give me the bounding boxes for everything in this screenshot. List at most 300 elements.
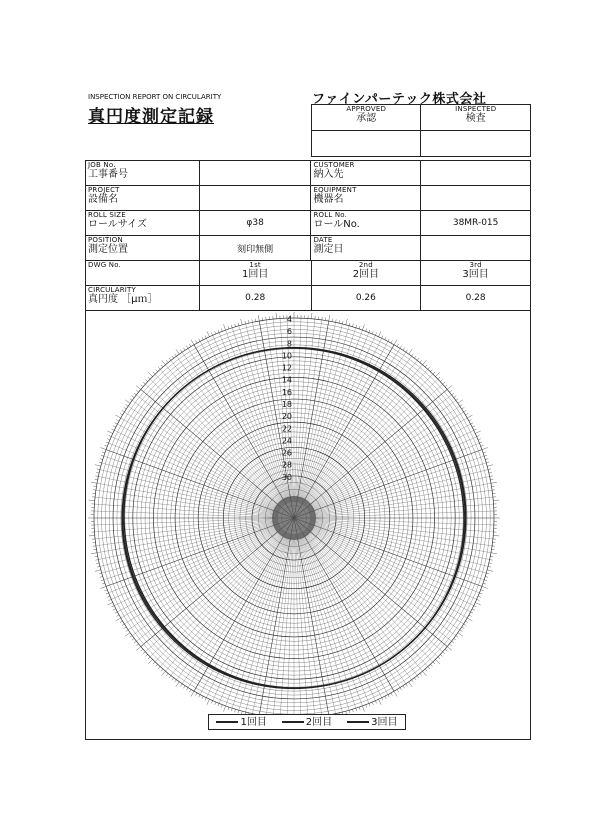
polar-chart-box (85, 310, 531, 740)
grid-spoke (114, 430, 279, 511)
grid-tick (449, 390, 451, 392)
grid-tick (113, 426, 116, 427)
grid-tick (126, 630, 128, 632)
position-label-jp: 測定位置 (88, 244, 128, 255)
grid-tick (100, 459, 103, 460)
grid-tick (482, 448, 488, 450)
scale-label: 20 (281, 412, 292, 422)
grid-tick (231, 325, 232, 328)
grid-tick (359, 326, 360, 329)
grid-tick (235, 709, 236, 712)
grid-tick (186, 688, 188, 691)
grid-tick (112, 606, 115, 607)
grid-tick (329, 315, 330, 321)
grid-tick (207, 699, 210, 704)
grid-tick (161, 365, 163, 367)
grid-tick (104, 445, 107, 446)
grid-tick (134, 393, 136, 395)
grid-tick (102, 452, 105, 453)
grid-tick (180, 684, 182, 686)
grid-tick (362, 706, 364, 712)
report-title-en: INSPECTION REPORT ON CIRCULARITY (88, 93, 222, 101)
grid-tick (391, 340, 392, 343)
grid-tick (479, 593, 482, 594)
grid-spoke (298, 326, 349, 503)
grid-tick (397, 344, 399, 347)
grid-tick (245, 321, 246, 324)
grid-tick (196, 693, 197, 696)
legend-label-1: 1回目 (240, 716, 267, 728)
grid-tick (369, 330, 370, 333)
polar-scale-labels (282, 315, 292, 482)
grid-tick (452, 393, 454, 395)
grid-tick (107, 431, 112, 434)
scale-label: 30 (281, 472, 292, 482)
grid-tick (472, 426, 475, 427)
grid-tick (153, 372, 155, 374)
grid-tick (158, 367, 160, 369)
grid-tick (443, 382, 445, 384)
inspected-label-jp: 検査 (465, 113, 486, 124)
col3-label-jp: 3回目 (462, 269, 489, 280)
grid-tick (228, 707, 229, 710)
grid-tick (122, 410, 125, 412)
grid-tick (464, 624, 467, 626)
polar-chart (86, 311, 530, 739)
grid-tick (412, 680, 414, 682)
grid-tick (456, 636, 458, 638)
grid-tick (359, 707, 360, 710)
circularity-label-en: CIRCULARITY (88, 286, 137, 294)
grid-spoke (102, 463, 279, 514)
grid-tick (255, 319, 256, 322)
circularity-label-cell (86, 286, 200, 311)
grid-tick (440, 380, 442, 382)
grid-tick (465, 413, 468, 415)
grid-tick (460, 404, 462, 406)
grid-tick (372, 702, 373, 705)
grid-tick (221, 328, 222, 331)
grid-tick (443, 652, 445, 654)
grid-tick (113, 609, 116, 610)
grid-tick (332, 319, 333, 322)
grid-tick (148, 659, 152, 663)
grid-tick (146, 654, 148, 656)
grid-tick (425, 669, 427, 671)
grid-tick (116, 415, 121, 418)
grid-tick (336, 319, 337, 322)
grid-tick (397, 689, 399, 692)
grid-tick (156, 370, 158, 372)
grid-tick (490, 560, 493, 561)
grid-tick (238, 710, 239, 713)
grid-tick (375, 701, 376, 704)
grid-tick (116, 618, 121, 621)
scale-label: 8 (286, 339, 292, 349)
grid-spoke (302, 341, 388, 503)
grid-tick (205, 698, 206, 701)
grid-tick (96, 472, 99, 473)
grid-tick (382, 698, 383, 701)
grid-tick (488, 469, 491, 470)
grid-tick (124, 407, 127, 409)
approved-header (312, 105, 421, 131)
grid-tick (218, 330, 219, 333)
grid-tick (132, 396, 134, 398)
grid-tick (202, 337, 203, 340)
grid-tick (475, 431, 480, 434)
grid-tick (366, 705, 367, 708)
grid-tick (116, 420, 119, 421)
grid-tick (153, 662, 155, 664)
circularity-value-2: 0.26 (311, 286, 421, 311)
grid-spoke (294, 518, 447, 647)
info-table (85, 160, 531, 261)
grid-tick (487, 465, 493, 467)
grid-tick (489, 563, 492, 564)
grid-tick (406, 350, 408, 352)
grid-tick (107, 603, 112, 606)
col1-label-en: 1st (249, 261, 261, 269)
grid-tick (196, 340, 197, 343)
grid-tick (148, 372, 152, 376)
job-value (199, 161, 311, 186)
col3-header (421, 261, 531, 286)
grid-tick (132, 638, 134, 640)
grid-tick (169, 358, 171, 360)
grid-tick (91, 482, 97, 483)
grid-spoke (301, 338, 382, 503)
rollsize-value: φ38 (199, 211, 311, 236)
grid-tick (130, 399, 132, 401)
inspected-header (421, 105, 531, 131)
grid-tick (199, 339, 200, 342)
rollsize-label-cell (86, 211, 200, 236)
scale-label: 28 (281, 460, 292, 470)
rollno-label-jp: ロールNo. (313, 219, 360, 230)
customer-label-jp: 納入先 (313, 169, 344, 180)
grid-tick (400, 688, 402, 691)
circularity-value-1: 0.28 (199, 286, 311, 311)
grid-tick (89, 535, 95, 536)
grid-tick (430, 370, 432, 372)
grid-tick (224, 324, 226, 330)
grid-tick (445, 385, 447, 387)
grid-tick (382, 336, 383, 339)
grid-tick (379, 699, 382, 704)
grid-tick (211, 701, 212, 704)
approved-label-en: APPROVED (346, 105, 387, 113)
grid-spoke (239, 533, 290, 710)
grid-tick (141, 385, 143, 387)
company-name: ファインパーテック株式会社 (312, 92, 487, 107)
grid-tick (126, 404, 128, 406)
grid-tick (471, 423, 474, 424)
grid-tick (369, 703, 370, 706)
grid-tick (420, 360, 422, 362)
grid-tick (106, 593, 109, 594)
grid-tick (456, 399, 458, 401)
grid-tick (205, 336, 206, 339)
grid-tick (166, 360, 168, 362)
legend-line-icon (216, 721, 238, 723)
grid-tick (102, 583, 105, 584)
grid-tick (116, 615, 119, 616)
grid-tick (438, 657, 440, 659)
grid-tick (97, 566, 100, 567)
grid-tick (215, 702, 216, 705)
grid-tick (120, 621, 123, 623)
grid-spoke (308, 525, 473, 606)
grid-tick (235, 324, 236, 327)
grid-tick (460, 630, 462, 632)
equipment-value (421, 186, 531, 211)
grid-tick (352, 324, 353, 327)
grid-tick (112, 429, 115, 430)
grid-tick (478, 439, 481, 440)
grid-tick (238, 323, 239, 326)
grid-tick (180, 350, 182, 352)
grid-tick (491, 553, 497, 554)
grid-tick (339, 320, 340, 323)
scale-label: 22 (281, 424, 292, 434)
grid-tick (276, 313, 277, 319)
grid-tick (447, 647, 452, 651)
grid-tick (417, 358, 419, 360)
grid-spoke (213, 533, 288, 701)
grid-tick (484, 580, 487, 581)
job-label-en: JOB No. (88, 161, 116, 169)
grid-tick (471, 612, 474, 613)
grid-tick (430, 664, 432, 666)
grid-tick (490, 479, 493, 480)
grid-tick (406, 684, 408, 686)
grid-tick (172, 678, 174, 680)
grid-tick (423, 360, 427, 365)
col2-header (311, 261, 421, 286)
inspected-stamp-cell (421, 131, 531, 157)
grid-tick (403, 686, 405, 689)
grid-spoke (200, 532, 286, 694)
grid-tick (486, 573, 489, 574)
project-label-cell (86, 186, 200, 211)
grid-tick (490, 556, 493, 557)
col2-label-jp: 2回目 (352, 269, 380, 280)
grid-tick (258, 315, 259, 321)
grid-tick (481, 445, 484, 446)
grid-tick (433, 372, 435, 374)
grid-tick (458, 400, 463, 403)
grid-tick (158, 667, 160, 669)
grid-tick (104, 590, 107, 591)
grid-tick (95, 570, 101, 572)
rollsize-label-jp: ロールサイズ (88, 219, 147, 230)
grid-tick (106, 442, 109, 443)
grid-tick (420, 673, 422, 675)
grid-tick (199, 695, 200, 698)
position-value: 刻印無側 (199, 236, 311, 261)
project-label-en: PROJECT (88, 186, 120, 194)
equipment-label-en: EQUIPMENT (313, 186, 357, 194)
grid-tick (356, 708, 357, 711)
project-label-jp: 設備名 (88, 194, 118, 205)
grid-tick (241, 319, 243, 325)
grid-tick (221, 705, 222, 708)
position-label-en: POSITION (88, 236, 123, 244)
grid-tick (474, 606, 477, 607)
scale-label: 14 (281, 375, 292, 385)
inspected-label-en: INSPECTED (455, 105, 497, 113)
scale-label: 6 (286, 327, 292, 337)
grid-tick (130, 636, 132, 638)
grid-tick (99, 573, 102, 574)
equipment-label-cell (311, 186, 421, 211)
legend-item-3 (347, 716, 397, 729)
grid-tick (215, 331, 216, 334)
grid-tick (478, 596, 481, 597)
grid-tick (445, 649, 447, 651)
grid-tick (125, 400, 130, 403)
grid-tick (136, 644, 138, 646)
grid-tick (400, 346, 402, 349)
grid-tick (467, 618, 472, 621)
grid-spoke (301, 533, 376, 701)
grid-tick (428, 367, 430, 369)
col1-label-jp: 1回目 (241, 269, 269, 280)
grid-tick (485, 576, 488, 577)
grid-tick (388, 339, 389, 342)
grid-tick (136, 390, 138, 392)
grid-tick (109, 599, 112, 600)
grid-tick (161, 669, 163, 671)
grid-tick (447, 386, 452, 390)
grid-tick (191, 340, 194, 345)
grid-tick (391, 693, 392, 696)
grid-tick (394, 691, 397, 696)
grid-tick (435, 659, 439, 663)
grid-tick (489, 472, 492, 473)
grid-tick (143, 382, 145, 384)
grid-tick (481, 590, 484, 591)
grid-tick (95, 479, 98, 480)
grid-spoke (141, 389, 294, 518)
grid-spoke (296, 319, 315, 502)
grid-tick (375, 333, 376, 336)
grid-tick (146, 380, 148, 382)
grid-spoke (206, 532, 287, 697)
grid-tick (248, 320, 249, 323)
grid-tick (95, 465, 101, 467)
report-title-jp: 真円度測定記録 (88, 107, 214, 127)
grid-tick (109, 435, 112, 436)
grid-tick (141, 649, 143, 651)
date-label-en: DATE (313, 236, 333, 244)
grid-tick (183, 686, 185, 689)
date-label-cell (311, 236, 421, 261)
approval-table (311, 104, 531, 157)
approved-label-jp: 承認 (356, 113, 377, 124)
legend-item-1 (216, 716, 266, 729)
date-label-jp: 測定日 (313, 244, 344, 255)
grid-tick (186, 346, 188, 349)
grid-tick (107, 439, 110, 440)
grid-tick (440, 654, 442, 656)
grid-tick (218, 703, 219, 706)
equipment-label-jp: 機器名 (313, 194, 344, 205)
grid-tick (172, 356, 174, 358)
grid-spoke (298, 533, 349, 710)
grid-tick (162, 360, 166, 365)
grid-center (272, 496, 316, 540)
grid-tick (483, 583, 486, 584)
grid-tick (388, 695, 389, 698)
grid-tick (342, 321, 343, 324)
grid-tick (224, 706, 226, 712)
grid-tick (122, 624, 125, 626)
grid-tick (479, 442, 482, 443)
grid-tick (491, 482, 497, 483)
rollno-label-en: ROLL No. (313, 211, 348, 219)
col3-label-en: 3rd (469, 261, 482, 269)
grid-tick (409, 349, 412, 354)
grid-spoke (309, 525, 477, 600)
rollno-label-cell (311, 211, 421, 236)
grid-tick (107, 596, 110, 597)
grid-tick (464, 410, 467, 412)
grid-tick (472, 609, 475, 610)
grid-tick (423, 671, 427, 676)
grid-tick (183, 348, 185, 351)
grid-tick (99, 462, 102, 463)
grid-spoke (111, 437, 279, 512)
grid-tick (97, 469, 100, 470)
grid-tick (379, 331, 382, 336)
legend-line-icon (347, 721, 369, 723)
grid-tick (417, 676, 419, 678)
grid-tick (189, 689, 191, 692)
scale-label: 16 (281, 387, 292, 397)
scale-label: 24 (281, 436, 292, 446)
grid-tick (202, 696, 203, 699)
grid-tick (156, 664, 158, 666)
grid-spoke (213, 335, 288, 503)
grid-tick (346, 319, 348, 325)
grid-tick (101, 580, 104, 581)
grid-tick (175, 354, 177, 356)
chart-legend (208, 714, 406, 730)
grid-spoke (302, 532, 388, 694)
grid-tick (414, 678, 416, 680)
grid-tick (89, 500, 95, 501)
scale-label: 10 (281, 351, 292, 361)
grid-tick (125, 633, 130, 636)
grid-tick (458, 633, 463, 636)
legend-line-icon (282, 721, 304, 723)
job-label-cell (86, 161, 200, 186)
circularity-label-jp: 真円度 ［μｍ］ (88, 294, 158, 305)
scale-label: 12 (281, 363, 292, 373)
grid-tick (136, 386, 141, 390)
dwg-table (85, 260, 531, 311)
grid-tick (484, 455, 487, 456)
grid-spoke (206, 338, 287, 503)
grid-tick (403, 348, 405, 351)
grid-tick (454, 396, 456, 398)
grid-tick (134, 641, 136, 643)
grid-tick (349, 323, 350, 326)
grid-spoke (117, 424, 279, 510)
grid-tick (477, 435, 480, 436)
